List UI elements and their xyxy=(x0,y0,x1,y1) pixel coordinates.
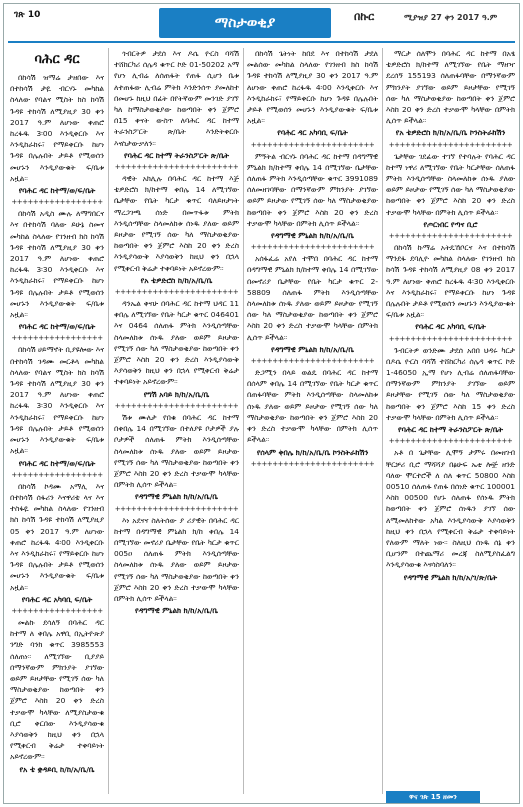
column-2 xyxy=(114,48,239,793)
notice-text: በከሳሽ ሀይማኖት ቢያዩሎው እና በተከሳሽ ገዳሙ መርቶላ መካከል ስላለው የባልና ሚስት ክስ ከሳሽ ጉዳዩ ተከሳሽ ለሚያዚያ 30 ቀን 2017 ዓ.ም ለሆነው ቀጠሮ ከረፋዱ 3፡30 እንዲቀርቡ እና እንዲከራከሩ፣ የማይቀርቡ ከሆነ ጉዳዩ በሌሉበት ታይቶ የሚወሰን መሆኑን እንዲያውቁት ፍ/ቤቱ አዟል። xyxy=(10,345,104,456)
notice xyxy=(247,48,378,139)
column-rule xyxy=(243,48,244,794)
notice-text: አቶ በ ጌታቸው ሊሞኝ ታምሩ በመዘገብ ቸርቻሪ ቢሮ ማሻሻያ በፅሁፍ ኤቲ ሎጅ ዘንድ ባለው ሞርተሮች ለ ሰለ ቁጥር 50800 እስከ 00510 ሰለጠፋ የጠፋ በሰነድ ቁጥር 100001 እስከ 00500 የሆኑ ሰለጠፋ የሰነዱ ምትክ ከወጣበት ቀን ጀምሮ ሰነዱን ያገኘ ሰው ለሚመለከተው አካል እንዲያሳውቅ እያሳወቅን ከዚህ ቀን በኋላ የሚቀርብ ቅሬታ ተቀባይነት የለውም ማለት ነው። ስለዚህ ሰነዱ ሰኔ ቀን ቢሆንም በተጨማሪ መረጃ ስለሚያስፈልግ እንዲያሳውቁ እናሳስባለን። xyxy=(386,448,515,570)
notice-signature: የባሕር ዳር ከተማ/ወ/ፍ/ቤት xyxy=(18,322,96,332)
column-4 xyxy=(386,48,515,778)
column-3 xyxy=(247,48,378,793)
notice xyxy=(10,481,104,605)
notice-signature: የዳግማዊ ምኒልክ ክ/ከ/አ/ገ/ጽ/ቤት xyxy=(403,572,498,582)
divider: +++++++++++++++++ xyxy=(11,470,103,479)
notice xyxy=(247,151,378,242)
notice xyxy=(114,48,239,161)
notice-text: በከሳሽ ዝማሬ ታዘበው እና በተከሳሽ ታዬ ብርሃኑ መካከል ስላለው የባልና ሚስት ክስ ከሳሽ ጉዳዩ ተከሳሽ ለሚያዚያ 30 ቀን 2017 ዓ.ም ለሆነው ቀጠሮ ከረፋዱ 3፡00 እንዲቀርቡ እና እንዲከራከሩ፣ የማይቀርቡ ከሆነ ጉዳዩ በሌሉበት ታይቶ የሚወሰን መሆኑን እንዲያውቁት ፍ/ቤቱ አዟል። xyxy=(10,73,104,183)
notice-text: በከሳሽ ኮዳሙ አማሊ እና በተከሳሽ ሰፋሪን እናዋሪቴ ላና እና ተስፋዬ መካከል ስላለው የገንዘብ ክስ ከሳሽ ጉዳዩ ተከሳሽ ለሚያዚያ 05 ቀን 2017 ዓ.ም ለሆነው ቀጠሮ ከረፋዱ 4፡00 እንዲቀርቡ እና እንዲከራከሩ፣ የማይቀርቡ ከሆነ ጉዳዩ በሌሉበት ታይቶ የሚወሰን መሆኑን እንዲያውቁት ፍ/ቤቱ አዟል። xyxy=(10,481,104,592)
notice xyxy=(114,515,239,617)
divider: +++++++++++++++++++++++ xyxy=(114,504,239,513)
divider: +++++++++++++++++++++++ xyxy=(114,288,239,297)
notice-signature: የባሕር ዳር አካባቢ ፍ/ቤት xyxy=(21,594,93,604)
divider: +++++++++++++++++++++++ xyxy=(388,232,513,241)
divider: +++++++++++++++++ xyxy=(11,334,103,343)
notice-text: ዳዊት አክሊሉ በባሕር ዳር ከተማ እጅ ቴዎድሮስ ክ/ከተማ ቀበሌ 14 ለሚገኘው ቤታቸው የቤት ካርታ ቁጥር ባለይዞታነት ማረጋገጫ ሰነድ በመጥፋቱ ምትክ እንዲሰጣቸው ስላመለከቱ ሰነዱ ያለው ወይም ይዞታው የሚገኝ ሰው ካለ ማስታወቂያው ከወጣበት ቀን ጀምሮ እስከ 20 ቀን ድረስ እንዲያሳውቅ እያሳወቅን ከዚህ ቀን በኋላ የሚቀርብ ቅሬታ ተቀባይነት አይኖረውም። xyxy=(114,174,239,273)
notice-signature: የባሕር ዳር ከተማ ትራንስፖርት ጽ/ቤት xyxy=(123,150,229,160)
notice-signature: የዳግማዊ ምኒልክ ክ/ከ/አ/ቤ/ቤ xyxy=(271,231,354,241)
divider: +++++++++++++++++++++++ xyxy=(114,163,239,172)
notice xyxy=(386,151,515,230)
notice-text: ምኝትል ብርሃኑ በባሕር ዳር ከተማ በዳግማዊ ምኒልክ ክ/ከተማ ቀበሌ 14 በሚገኘው ቤታቸው ሰለጠፋ ምትክ እንዲሰጣቸው ቁጥር 3991089 ሰለመዘገባቸው በማንኛውም ምክንያት ያገኘው ወይም ይዞታው የሚገኝ ሰው ካለ ማስታወቂያው ከወጣበት ቀን ጀምሮ እስከ 20 ቀን ድረስ ተቃውሞ ካላቸው በምትክ ሊሰጥ ይችላል። xyxy=(247,151,378,228)
notice-text: አሰፋፈሬ አየለ ተሞበ በባሕር ዳር ከተማ በዳግማዊ ምኒልክ ክ/ከተማ ቀበሌ 14 በሚገኘው በመኖሪያ ቤታቸው የቤት ካርታ ቁጥር 2-58809 ሰለጠፋ ምትክ እንዲሰጣቸው ስላመለከቱ ሰነዱ ያለው ወይም ይዞታው የሚገኝ ሰው ካለ ማስታወቂያው ከወጣበት ቀን ጀምሮ እስከ 20 ቀን ድረስ ተቃውሞ ካላቸው በምትክ ሊሰጥ ይችላል። xyxy=(247,254,378,342)
divider: +++++++++++++++++++++++ xyxy=(250,243,375,252)
notice-text: መልኩ ደሳለኝ በባሕር ዳር ከተማ ለ ቀበሌ አዋቢ በኢትዮጵያ ንግድ ባንክ ቁጥር 3985553 ሰለጠነ። ለሚገኘው ቢያያይ በማንኛውም ምክንያት ያገኘው ወይም ይዞታቸው የሚገኝ ሰው ካለ ማስታወቂያው ከወጣበት ቀን ጀምሮ እስከ 20 ቀን ድረስ ተቃውሞ ካላቸው ለሚያስታውቁ ቢሮ ቀርበው እንዲያሳውቁ እያሳወቅን ከዚህ ቀን በኋላ የሚቀርብ ቅሬታ ተቀባይነት አይኖረውም። xyxy=(10,617,104,762)
notice-signature: የአ ቴ ቋዳይቢ ከ/ከ/አ/ቤ/ቤ xyxy=(19,764,95,774)
divider: +++++++++++++++++++++++ xyxy=(250,459,375,468)
page-number: ገጽ 10 xyxy=(14,10,41,20)
section-title: ማስታወቂያ xyxy=(214,15,276,31)
divider: +++++++++++++++++++++++ xyxy=(250,140,375,149)
section-banner xyxy=(159,8,331,38)
notice xyxy=(10,344,104,468)
notice xyxy=(10,72,104,196)
notice-text: ዳንኤል ቀናሁ በባሕር ዳር ከተማ ህዳር 11 ቀበሌ ለሚገኘው የቤት ካርታ ቁጥር 046401 እና 0464 ሰለጠፋ ምትክ እንዲሰጣቸው ስላመለከቱ ሰነዱ ያለው ወይም ይዞታው የሚገኝ ሰው ካለ ማስታወቂያው ከወጣበት ቀን ጀምሮ እስከ 20 ቀን ድረስ እንዲያሳውቅ እያሳወቅን ከዚህ ቀን በኋላ የሚቀርብ ቅሬታ ተቀባይነት አይኖረውም። xyxy=(114,299,239,387)
notice xyxy=(10,617,104,775)
notice-text: በከሳሽ አዲስ ሙሉ ለማግበርና እና በተከሳሽ ባለው ይሁኔ ስመና መካከል ስላለው የገንዘብ ክስ ከሳሽ ጉዳዩ ተከሳሽ ለሚያዚያ 30 ቀን 2017 ዓ.ም ለሆነው ቀጠሮ ከረፋዱ 3፡30 እንዲቀርቡ እና እንዲከራከሩ፣ የማይቀርቡ ከሆነ ጉዳዩ በሌሉበት ታይቶ የሚወሰን መሆኑን እንዲያውቁት ፍ/ቤቱ አዟል። xyxy=(10,209,104,320)
notice-text: ድጋሚን በላይ ወልዴ በባሕር ዳር ከተማ በሰላም ቀበሌ 14 በሚገኘው የቤት ካርታ ቁጥር በጠፋባቸው ምትክ እንዲሰጣቸው ስላመለከቱ ሰነዱ ያለው ወይም ይዞታው የሚገኝ ሰው ካለ ማስታወቂያው ከወጣበት ቀን ጀምሮ እስከ 20 ቀን ድረስ ተቃውሞ ካላቸው በምትክ ሊሰጥ ይችላል። xyxy=(247,368,378,445)
divider: +++++++++++++++++++++++ xyxy=(388,334,513,343)
notice xyxy=(114,173,239,286)
notice xyxy=(386,447,515,582)
column-1-title: ባሕር ዳር xyxy=(34,52,80,67)
column-rule xyxy=(382,48,383,794)
notice-signature: የባሕር ዳር ከተማ/ወ/ፍ/ቤት xyxy=(18,186,96,196)
notice-text: ማርታ ሰለሞን በባሕር ዳር ከተማ በአፄ ቴዎድሮስ ክ/ከተማ ለሚገኘው የቤት ማዘዣ ደረሰኝ 155193 ሰለጠፋባቸው በማንኛውም ምክንያት ያገኘው ወይም ይዞታቸው የሚገኝ ሰው ካለ ማስታወቂያው ከወጣበት ቀን ጀምሮ እስከ 20 ቀን ድረስ ተቃውሞ ካላቸው በምትክ ሊሰጥ ይችላል። xyxy=(386,49,515,126)
divider: +++++++++++++++++++++++ xyxy=(388,437,513,446)
paper-name: በኩር xyxy=(354,10,375,23)
notice-signature: የባሕር ዳር አካባቢ ፍ/ቤት xyxy=(415,322,486,332)
divider: +++++++++++++++++++++++ xyxy=(388,140,513,149)
column-1 xyxy=(10,48,104,793)
divider: +++++++++++++++++++++++ xyxy=(250,357,375,366)
notice-signature: የጦርነበር የጣና ቢሮ xyxy=(423,219,478,229)
notice-signature: የዳግማዊ ምኒልክ ክ/ከ/አ/ቤ/ቤ xyxy=(135,606,218,616)
notice xyxy=(247,253,378,355)
notice-text: ጎብርትዎ ታደሰ እና ዶሴ ዮርስ ባሻሽ ተሸከርካሪ ሰሌዳ ቁጥር ኮድ 01-50202 አማ የሆነ ሊብሬ ለሰጠፋት የጠፋ ሲሆን ቤቱ ለተጠፋው ሊብሬ ምትክ እንድንሰጥ ያመለከተ በመሆኑ ከዚህ በፊት በየትኛውም መንገድ ያገኘ ካለ ከማስታወቂያው ከወጣበት ቀን ጀምሮ በ15 ቀናት ውስጥ ለባሕር ዳር ከተማ ትራንስፖርት ጽ/ቤት እንድትቀርቡ እናስታውቃለን። xyxy=(114,49,239,148)
notice xyxy=(386,242,515,333)
divider: +++++++++++++++++++++++ xyxy=(114,401,239,410)
notice xyxy=(247,367,378,458)
issue-date: ሚያዝያ 27 ቀን 2017 ዓ.ም xyxy=(404,13,498,22)
notice-signature: የዳግማዊ ምኒልክ ክ/ከ/አ/ቤ/ቤ xyxy=(271,344,354,354)
notice-signature: የአ ቴዎድሮስ ከ/ከ/አ/ቤ/ቤ xyxy=(140,275,213,285)
notice-text: በከሳሽ ጌትነት ከበደ እና በተከሳሽ ታደለ መልሰው መካከል ስላለው የገንዘብ ክስ ከሳሽ ጉዳዩ ተከሳሽ ለሚያዚያ 30 ቀን 2017 ዓ.ም ለሆነው ቀጠሮ ከረፋዱ 4፡00 እንዲቀርቡ እና እንዲከራከሩ፣ የማይቀርቡ ከሆነ ጉዳዩ በሌሉበት ታይቶ የሚወሰን መሆኑን እንዲያውቁት ፍ/ቤቱ አዟል። xyxy=(247,49,378,126)
header-rule xyxy=(8,41,515,43)
notice-signature: የአ ቴዎድሮስ ክ/ከ/አ/ቤ/ቤ ኮንስትራክሽን xyxy=(395,128,506,138)
notice xyxy=(386,345,515,436)
notice-signature: የባሕር ዳር አካባቢ ፍ/ቤት xyxy=(277,128,348,138)
notice xyxy=(114,412,239,503)
newspaper-page xyxy=(3,3,520,804)
notice-text: ጌታቸው ገደፊው ተገኘ የተባሉት የባሕር ዳር ከተማ ነዋሪ ለሚገኘው የቤት ካርታቸው ሰለጠፋ ምትክ እንዲሰጣቸው ስላመለከቱ ሰነዱ ያለው ወይም ይዞታው የሚገኝ ሰው ካለ ማስታወቂያው ከወጣበት ቀን ጀምሮ እስከ 20 ቀን ድረስ ተቃውሞ ካላቸው በምትክ ሊሰጥ ይችላል። xyxy=(386,151,515,217)
notice-signature: የባሕር ዳር ከተማ/ወ/ፍ/ቤት xyxy=(18,458,96,468)
notice-signature: የግሽ አባይ ክ/ከ/አ/ቤ/ቤ xyxy=(143,389,210,399)
footer-badge: ዋና ገጽ 15 ዘመን xyxy=(386,791,480,803)
page-header xyxy=(4,4,519,46)
notice-signature: የባሕር ዳር ከተማ ትራንስፖርት ጽ/ቤት xyxy=(397,425,503,435)
notice-text: እነ አደናና ስለትሰው ያ ሪያዊት በባሕር ዳር ከተማ በዳግማዊ ምኒልክ ክ/ከ ቀበሌ 14 በሚገኘው መኖሪያ ቤታቸው የቤት ካርታ ቁጥር 005ዐ ሰለጠፋ ምትክ እንዲሰጣቸው ስላመለከቱ ሰነዱ ያለው ወይም ይዞታው የሚገኝ ሰው ካለ ማስታወቂያው ከወጣበት ቀን ጀምሮ እስከ 20 ቀን ድረስ ተቃውሞ ካላቸው በምትክ ሊሰጥ ይችላል። xyxy=(114,515,239,603)
notice-signature: የዳግማዊ ምኒልክ ክ/ከ/አ/ቤ/ቤ xyxy=(135,492,218,502)
notice-text: በከሳሽ ኩማሬ አትዴኸቦርና እና በተከሳሽ ማንደፋ ደባሊዮ መካከል ስላለው የገንዘብ ክስ ከሳሽ ጉዳዩ ተከሳሽ ለሚያዚያ 08 ቀን 2017 ዓ.ም ለሆነው ቀጠሮ ከረፋዱ 4፡30 እንዲቀርቡ እና እንዲከራከሩ፣ የማይቀርቡ ከሆነ ጉዳዩ በሌሉበት ታይቶ የሚወሰን መሆኑን እንዲያውቁት ፍ/ቤቱ አዟል። xyxy=(386,243,515,320)
notice-text: ሽቱ ሙለታ የበቁ በባሕር ዳር ከተማ በቀበሌ 14 በሚገኘው በተለያዩ ቦታዎች ያሉ ቦታዎች ሰለጠፋ ምትክ እንዲሰጣቸው ስላመለከቱ ሰነዱ ያለው ወይም ይዞታው የሚገኝ ሰው ካለ ማስታወቂያው ከወጣበት ቀን ጀምሮ እስከ 20 ቀን ድረስ ተቃውሞ ካላቸው በምትክ ሊሰጥ ይችላል። xyxy=(114,412,239,490)
notice-signature: የሰላም ቀበሌ ክ/ከ/አ/ቤ/ቤ ኮንስትራክሽን xyxy=(256,447,369,457)
notice xyxy=(386,48,515,139)
notice-text: ጉብርትዎ ወንድሙ ታደሰ አበበ ህዳሩ ካርታ በዶሴ ዮርስ ባሻሽ ተሸከርካሪ ሰሌዳ ቁጥር ኮድ 1-46050 ኢማ የሆነ ሊብሬ ሰለጠፋባቸው በማንኛውም ምክንያት ያገኘው ወይም ይዞታቸው የሚገኝ ሰው ካለ ማስታወቂያው ከወጣበት ቀን ጀምሮ እስከ 15 ቀን ድረስ ተቃውሞ ካላቸው በምትክ ሊሰጥ ይችላል። xyxy=(386,345,515,422)
column-rule xyxy=(108,48,109,794)
divider: +++++++++++++++++ xyxy=(11,606,103,615)
notice xyxy=(114,298,239,400)
notice xyxy=(10,208,104,332)
divider: +++++++++++++++++ xyxy=(11,198,103,207)
